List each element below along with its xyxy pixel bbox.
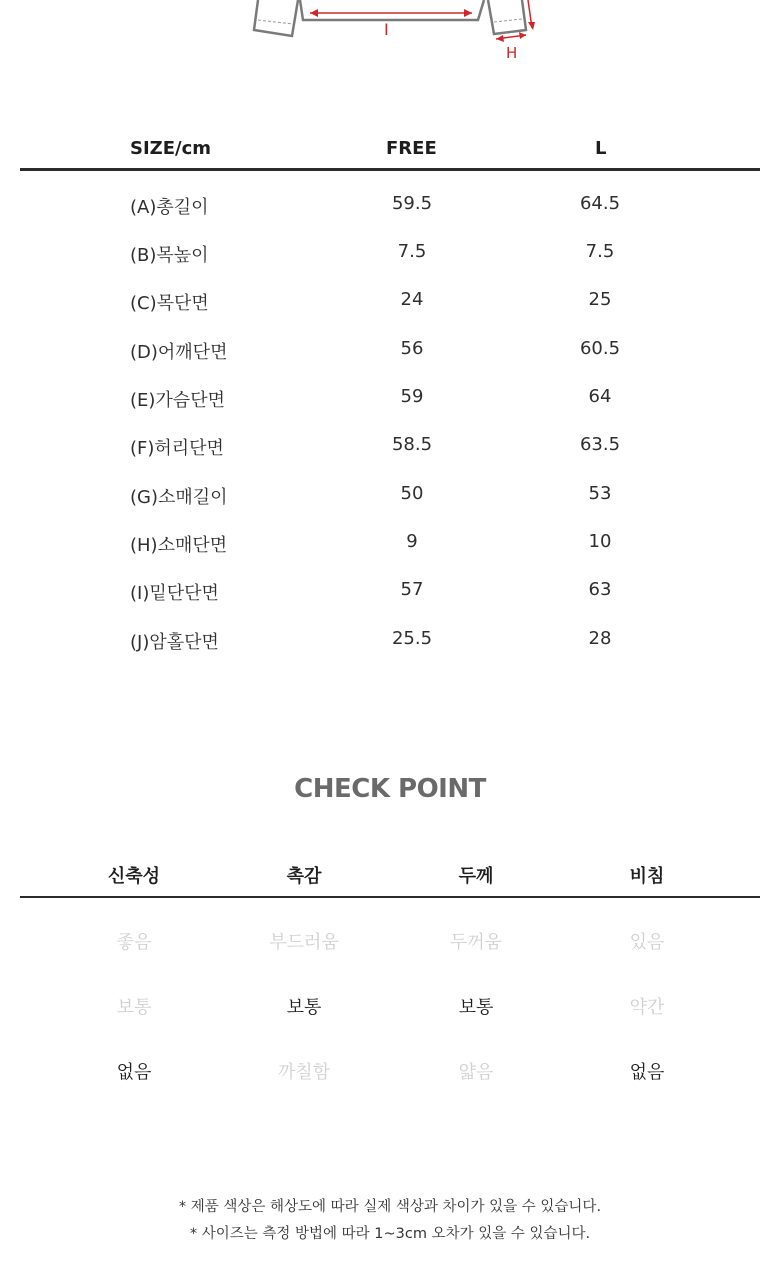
option-item: 보통: [116, 997, 152, 1018]
table-row: [0, 338, 780, 386]
header-touch: 촉감: [286, 866, 322, 887]
row-free: 50: [400, 483, 424, 504]
row-l: 63: [588, 579, 612, 600]
option-item: 있음: [629, 932, 665, 953]
row-free: 7.5: [397, 241, 427, 262]
header-sheerness: 비침: [629, 866, 665, 887]
option-item: 부드러움: [269, 932, 339, 953]
garment-diagram: [0, 0, 780, 70]
measure-i-arrow-right: [464, 9, 472, 17]
right-cuff-stitch: [494, 19, 522, 22]
table-row: [0, 483, 780, 531]
hem-outline: [300, 0, 484, 20]
option-item: 두꺼움: [449, 932, 503, 953]
check-point-header: [0, 862, 780, 892]
table-row: [0, 193, 780, 241]
row-free: 25.5: [391, 628, 433, 649]
row-free: 9: [406, 531, 418, 552]
row-name: (D)어깨단면: [130, 342, 228, 363]
row-free: 57: [400, 579, 424, 600]
row-free: 56: [400, 338, 424, 359]
header-l: L: [595, 138, 607, 159]
header-size: SIZE/cm: [130, 138, 212, 159]
row-name: (B)목높이: [130, 245, 209, 266]
header-thickness: 두께: [458, 866, 494, 887]
option-item: 까칠함: [277, 1062, 331, 1083]
garment-outline-svg: [0, 0, 780, 70]
row-free: 59.5: [391, 193, 433, 214]
note-color: * 제품 색상은 해상도에 따라 실제 색상과 차이가 있을 수 있습니다.: [178, 1199, 602, 1215]
table-row: [0, 289, 780, 337]
table-row: [0, 434, 780, 482]
check-point-divider: [20, 896, 760, 898]
option-item: 없음: [629, 1062, 665, 1083]
notes: [0, 1194, 780, 1248]
header-elasticity: 신축성: [107, 866, 161, 887]
row-l: 7.5: [585, 241, 615, 262]
row-l: 25: [588, 289, 612, 310]
row-name: (I)밑단단면: [130, 583, 219, 604]
row-free: 58.5: [391, 434, 433, 455]
row-name: (E)가슴단면: [130, 390, 225, 411]
row-l: 64: [588, 386, 612, 407]
table-row: [0, 579, 780, 627]
right-sleeve-outline: [488, 0, 526, 34]
option-item: 약간: [629, 997, 665, 1018]
row-l: 63.5: [579, 434, 621, 455]
row-name: (F)허리단면: [130, 438, 224, 459]
measure-h-arrow-left: [496, 35, 504, 42]
row-free: 59: [400, 386, 424, 407]
table-row: [0, 241, 780, 289]
check-point-row: [0, 1058, 780, 1088]
table-row: [0, 628, 780, 676]
option-item: 보통: [286, 997, 322, 1018]
size-table-divider: [20, 168, 760, 171]
row-l: 10: [588, 531, 612, 552]
row-free: 24: [400, 289, 424, 310]
row-l: 60.5: [579, 338, 621, 359]
left-sleeve-outline: [254, 0, 298, 36]
measure-h-label: H: [506, 44, 518, 62]
option-item: 얇음: [458, 1062, 494, 1083]
row-name: (A)총길이: [130, 197, 209, 218]
measure-g-arrow: [528, 22, 535, 30]
option-item: 보통: [458, 997, 494, 1018]
row-l: 28: [588, 628, 612, 649]
option-item: 없음: [116, 1062, 152, 1083]
table-row: [0, 531, 780, 579]
row-l: 53: [588, 483, 612, 504]
option-item: 좋음: [116, 932, 152, 953]
row-name: (J)암홀단면: [130, 632, 219, 653]
note-size: * 사이즈는 측정 방법에 따라 1~3cm 오차가 있을 수 있습니다.: [189, 1226, 591, 1242]
check-point-row: [0, 993, 780, 1023]
row-name: (G)소매길이: [130, 487, 228, 508]
check-point-row: [0, 928, 780, 958]
measure-i-arrow-left: [310, 9, 318, 17]
row-name: (H)소매단면: [130, 535, 228, 556]
row-name: (C)목단면: [130, 293, 209, 314]
table-row: [0, 386, 780, 434]
header-free: FREE: [386, 138, 437, 159]
row-l: 64.5: [579, 193, 621, 214]
size-table-header: [0, 128, 780, 170]
check-point-title: CHECK POINT: [294, 774, 486, 804]
left-cuff-stitch: [258, 20, 293, 24]
measure-i-label: I: [384, 20, 389, 39]
measure-h-arrow-right: [519, 32, 526, 39]
